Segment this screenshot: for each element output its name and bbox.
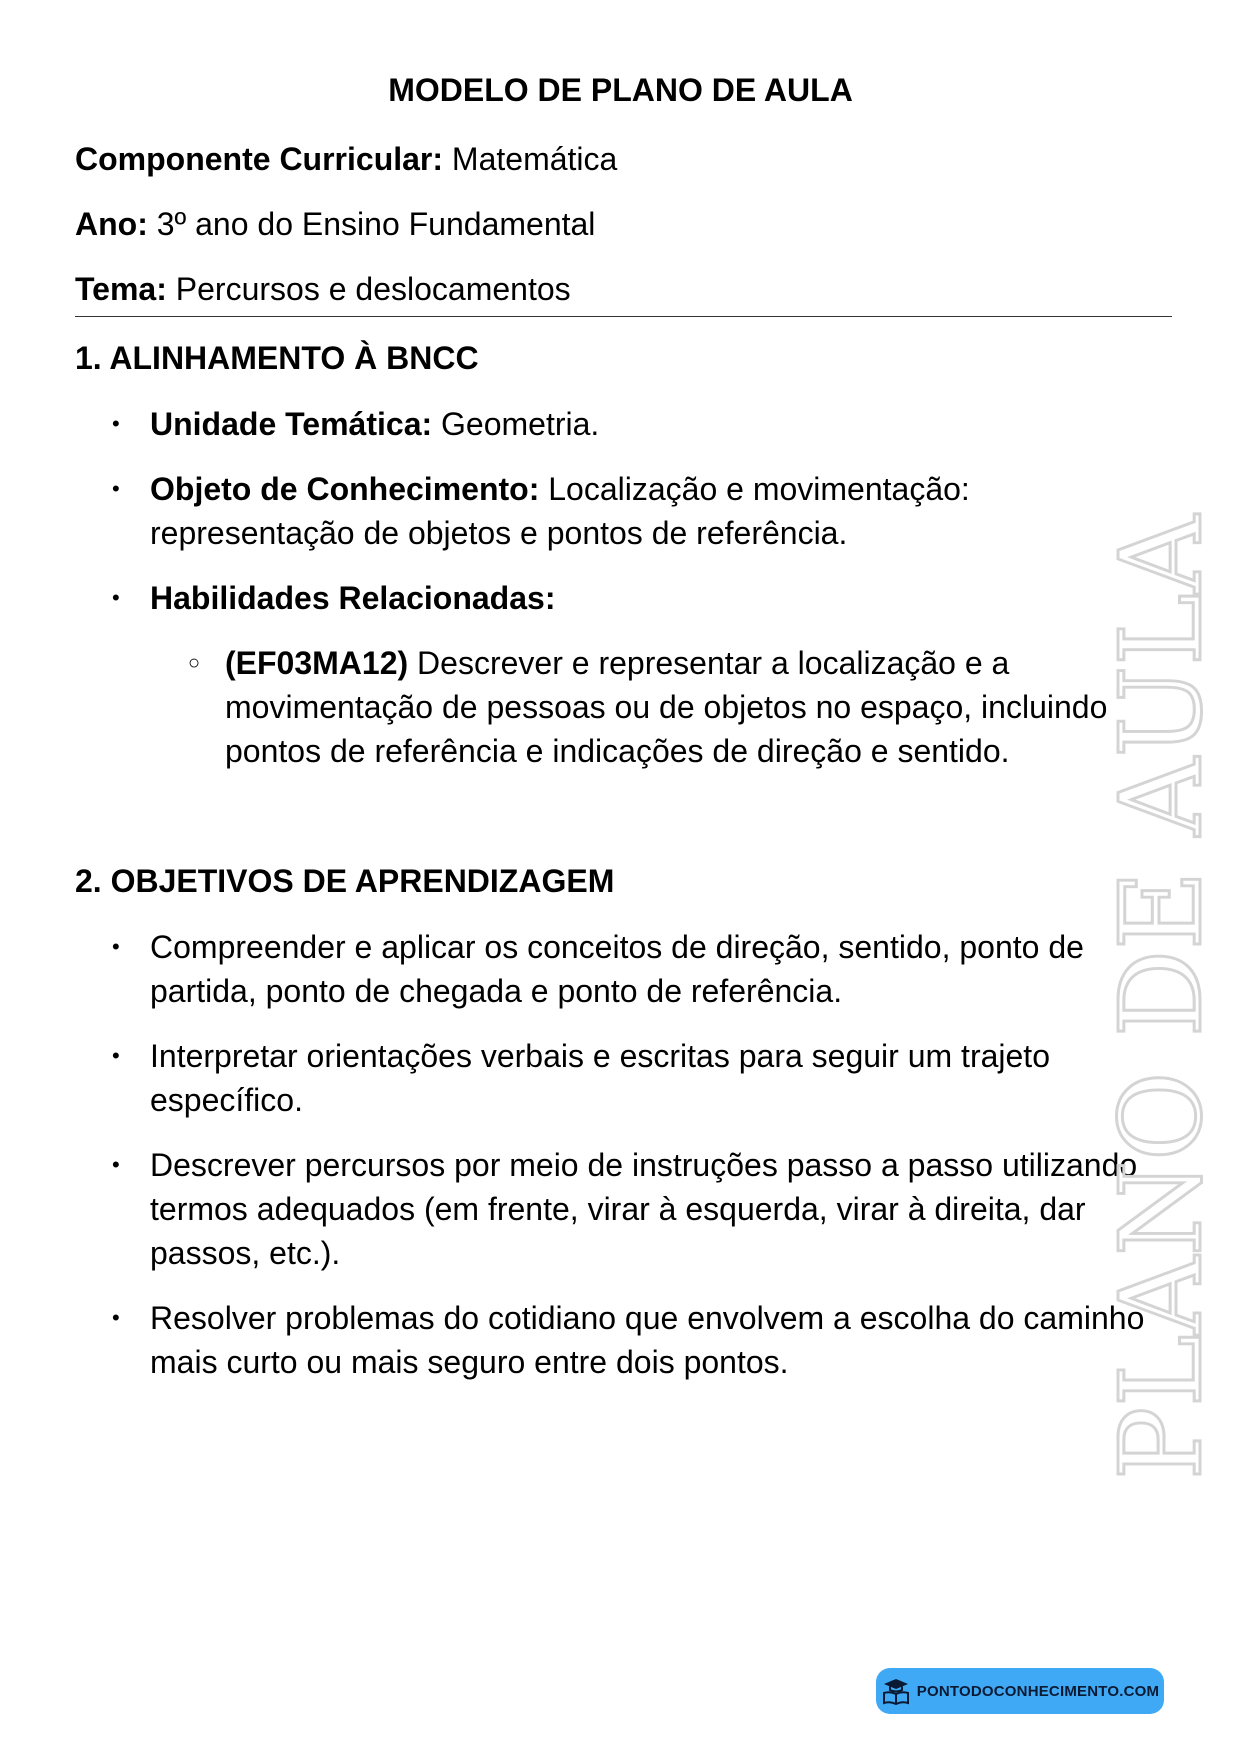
section-1-heading: 1. ALINHAMENTO À BNCC bbox=[75, 340, 479, 376]
objetivo-item bbox=[112, 1143, 1160, 1275]
book-graduation-icon bbox=[881, 1677, 911, 1705]
bullet-icon: • bbox=[112, 1305, 120, 1330]
habilidades-label: Habilidades Relacionadas: bbox=[150, 580, 556, 616]
componente-curricular bbox=[75, 139, 617, 179]
unidade-value: Geometria. bbox=[432, 406, 600, 442]
bullet-icon: • bbox=[112, 934, 120, 959]
circle-bullet-icon: ○ bbox=[188, 652, 201, 674]
habilidade-text: Descrever e representar a localização e a movimentação de pessoas ou de objetos no espaço, incluindo pontos de referência e indicações de direção e sentido. bbox=[225, 645, 1108, 769]
objeto-conhecimento-item bbox=[112, 467, 1160, 555]
habilidade-code: (EF03MA12) bbox=[225, 645, 409, 681]
ano-value: 3º ano do Ensino Fundamental bbox=[147, 206, 596, 242]
habilidade-ef03ma12 bbox=[188, 641, 1165, 773]
watermark-text: PLANO DE AULA bbox=[1097, 486, 1227, 1480]
objetivo-text: Interpretar orientações verbais e escritas para seguir um trajeto específico. bbox=[150, 1038, 1050, 1118]
objeto-value: Localização e movimentação: representação de objetos e pontos de referência. bbox=[150, 471, 970, 551]
tema-line bbox=[75, 269, 571, 309]
componente-value: Matemática bbox=[443, 141, 618, 177]
ano-line bbox=[75, 204, 595, 244]
page-title: MODELO DE PLANO DE AULA bbox=[388, 72, 853, 108]
footer-site-badge[interactable] bbox=[876, 1668, 1164, 1714]
bullet-icon: • bbox=[112, 411, 120, 436]
objetivo-item bbox=[112, 1034, 1160, 1122]
section-2-heading: 2. OBJETIVOS DE APRENDIZAGEM bbox=[75, 863, 615, 899]
bullet-icon: • bbox=[112, 476, 120, 501]
objetivo-item bbox=[112, 1296, 1160, 1384]
tema-value: Percursos e deslocamentos bbox=[166, 271, 571, 307]
bullet-icon: • bbox=[112, 1152, 120, 1177]
objetivo-text: Resolver problemas do cotidiano que envolvem a escolha do caminho mais curto ou mais seguro entre dois pontos. bbox=[150, 1300, 1145, 1380]
objetivo-item bbox=[112, 925, 1160, 1013]
objetivo-text: Compreender e aplicar os conceitos de direção, sentido, ponto de partida, ponto de chegada e ponto de referência. bbox=[150, 929, 1084, 1009]
site-url[interactable]: PONTODOCONHECIMENTO.COM bbox=[916, 1682, 1160, 1700]
tema-label: Tema: bbox=[75, 271, 167, 307]
bullet-icon: • bbox=[112, 1043, 120, 1068]
ano-label: Ano: bbox=[75, 206, 148, 242]
componente-label: Componente Curricular: bbox=[75, 141, 444, 177]
bullet-icon: • bbox=[112, 585, 120, 610]
objeto-label: Objeto de Conhecimento: bbox=[150, 471, 540, 507]
header-divider bbox=[75, 316, 1172, 317]
unidade-tematica-item bbox=[112, 402, 1160, 446]
unidade-label: Unidade Temática: bbox=[150, 406, 433, 442]
objetivo-text: Descrever percursos por meio de instruções passo a passo utilizando termos adequados (em frente, virar à esquerda, virar à direita, dar passos, etc.). bbox=[150, 1147, 1138, 1271]
watermark bbox=[1097, 486, 1227, 1480]
habilidades-item bbox=[112, 576, 1160, 620]
